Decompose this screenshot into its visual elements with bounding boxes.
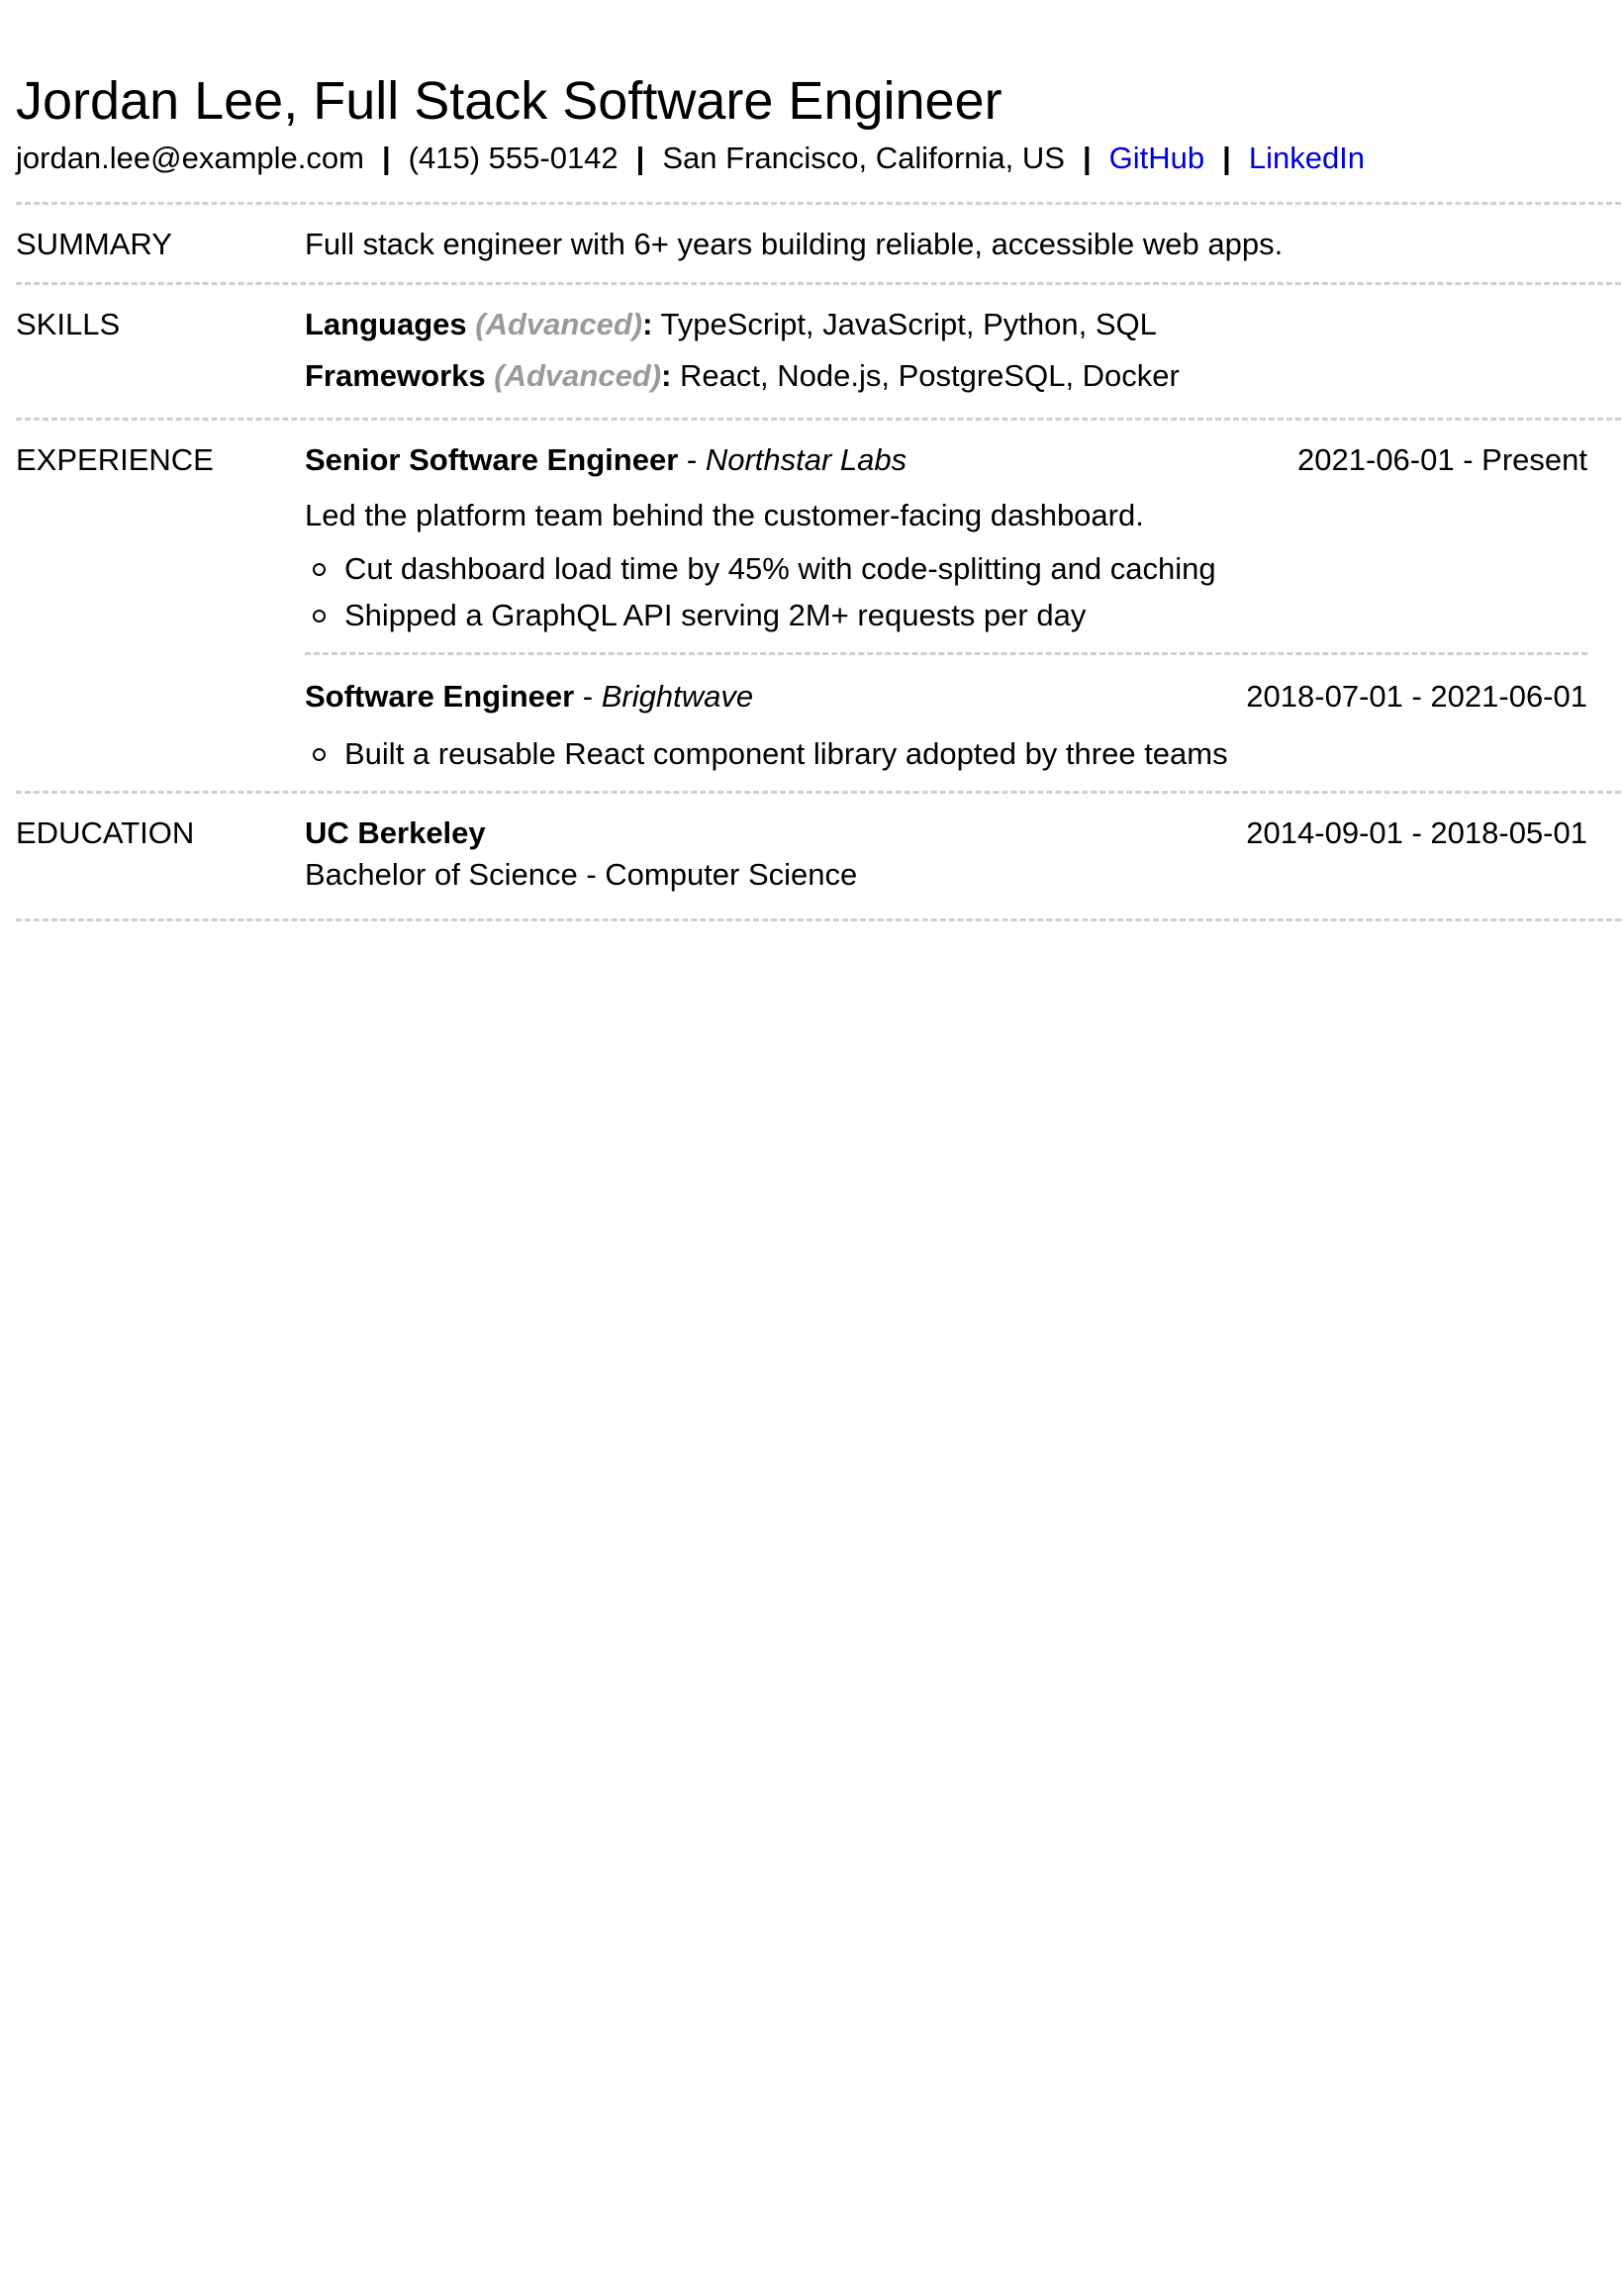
education-header	[305, 813, 1587, 853]
skills-section	[16, 282, 1621, 418]
education-body	[305, 813, 1587, 897]
summary-text: Full stack engineer with 6+ years building reliable, accessible web apps.	[305, 227, 1284, 261]
section-label-skills: SKILLS	[16, 307, 121, 341]
section-label-experience: EXPERIENCE	[16, 442, 214, 477]
job-dates: 2018-07-01 - 2021-06-01	[1246, 679, 1587, 714]
skill-name: Frameworks	[305, 358, 486, 393]
education-degree: Bachelor of Science - Computer Science	[305, 857, 858, 892]
job-title: Senior Software Engineer	[305, 442, 679, 477]
skill-colon: :	[642, 307, 653, 341]
skill-keywords: TypeScript, JavaScript, Python, SQL	[660, 307, 1157, 341]
job-dates: 2021-06-01 - Present	[1297, 442, 1587, 477]
location-text: San Francisco, California, US	[662, 141, 1065, 175]
highlight-text: Shipped a GraphQL API serving 2M+ requests per day	[344, 598, 1087, 632]
highlight-text: Cut dashboard load time by 45% with code-splitting and caching	[344, 551, 1216, 586]
education-dates: 2014-09-01 - 2018-05-01	[1246, 815, 1587, 850]
job-header	[305, 440, 1587, 480]
contact-separator: |	[635, 141, 645, 175]
summary-body	[305, 225, 1587, 264]
list-item	[305, 730, 1587, 777]
email-text: jordan.lee@example.com	[16, 141, 364, 175]
contact-separator: |	[1082, 141, 1092, 175]
job-role	[305, 677, 753, 717]
skill-colon: :	[661, 358, 672, 393]
skill-name: Languages	[305, 307, 467, 341]
education-section	[16, 791, 1621, 921]
contact-line	[16, 139, 1621, 178]
contact-separator: |	[381, 141, 391, 175]
job-role	[305, 440, 907, 480]
section-label-education: EDUCATION	[16, 815, 195, 850]
phone-text: (415) 555-0142	[408, 141, 619, 175]
skills-body	[305, 305, 1587, 402]
bullet-circle-icon	[313, 610, 326, 622]
contact-separator: |	[1222, 141, 1231, 175]
resume	[16, 0, 1621, 921]
job-dash: -	[574, 679, 602, 714]
job-title: Software Engineer	[305, 679, 575, 714]
job-highlights	[305, 730, 1587, 777]
page-title: Jordan Lee, Full Stack Software Engineer	[16, 71, 1002, 131]
github-link[interactable]: GitHub	[1108, 141, 1205, 175]
experience-section	[16, 418, 1621, 791]
job-company: Northstar Labs	[705, 442, 907, 477]
job-entry	[305, 440, 1587, 638]
list-item	[305, 545, 1587, 592]
linkedin-link[interactable]: LinkedIn	[1248, 141, 1366, 175]
job-company: Brightwave	[601, 679, 754, 714]
skill-level: (Advanced)	[475, 307, 643, 341]
skill-keywords: React, Node.js, PostgreSQL, Docker	[680, 358, 1180, 393]
education-school: UC Berkeley	[305, 815, 486, 850]
summary-section	[16, 202, 1621, 282]
job-dash: -	[678, 442, 706, 477]
job-header	[305, 677, 1587, 717]
highlight-text: Built a reusable React component library adopted by three teams	[344, 736, 1228, 771]
job-highlights	[305, 545, 1587, 638]
bullet-circle-icon	[313, 748, 326, 761]
job-entry	[305, 652, 1587, 777]
experience-body	[305, 440, 1621, 777]
skill-row	[305, 299, 1587, 350]
skill-row	[305, 350, 1587, 402]
skill-level: (Advanced)	[494, 358, 662, 393]
section-label-summary: SUMMARY	[16, 227, 172, 261]
list-item	[305, 592, 1587, 638]
job-description: Led the platform team behind the customer-facing dashboard.	[305, 498, 1144, 532]
bullet-circle-icon	[313, 563, 326, 576]
